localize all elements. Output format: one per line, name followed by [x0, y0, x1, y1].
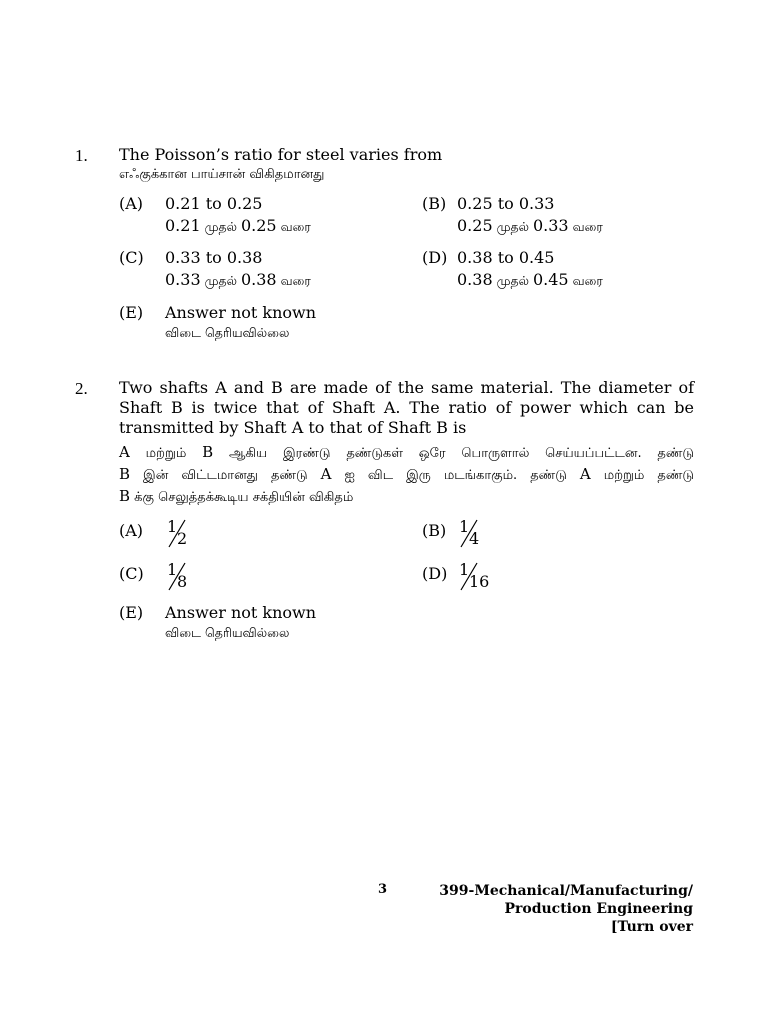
fraction-one-quarter: 1 4 [459, 517, 480, 548]
option-text: Answer not known [165, 303, 317, 322]
question-2-number: 2. [75, 379, 88, 398]
page-number: 3 [378, 882, 388, 897]
option-label: (E) [119, 603, 144, 622]
option-label: (D) [422, 564, 448, 583]
option-text: 0.33 to 0.38 [165, 248, 263, 267]
option-label: (C) [119, 564, 144, 583]
fraction-one-eighth: 1 8 [167, 560, 188, 591]
question-2-option-a[interactable] [119, 517, 379, 551]
option-text: 0.38 to 0.45 [457, 248, 555, 267]
question-1-number: 1. [75, 146, 88, 165]
question-1-text: The Poisson’s ratio for steel varies from [119, 145, 443, 164]
option-label: (A) [119, 521, 144, 540]
option-label: (A) [119, 194, 144, 213]
option-text-tamil: விடை தெரியவில்லை [165, 325, 290, 340]
question-2-option-c[interactable] [119, 560, 379, 594]
option-text-tamil: 0.38 முதல் 0.45 வரை [457, 270, 603, 289]
option-text-tamil: 0.25 முதல் 0.33 வரை [457, 216, 603, 235]
option-text-tamil: 0.33 முதல் 0.38 வரை [165, 270, 311, 289]
turn-over-label: [Turn over [610, 919, 693, 935]
option-label: (C) [119, 248, 144, 267]
fraction-one-sixteenth: 1 16 [459, 560, 490, 591]
option-text-tamil: விடை தெரியவில்லை [165, 625, 290, 640]
option-text-tamil: 0.21 முதல் 0.25 வரை [165, 216, 311, 235]
option-label: (B) [422, 521, 447, 540]
question-1-text-tamil: எஃகுக்கான பாய்சான் விகிதமானது [119, 167, 325, 182]
option-text: 0.25 to 0.33 [457, 194, 555, 213]
option-label: (D) [422, 248, 448, 267]
fraction-one-half: 1 2 [167, 517, 188, 548]
question-2-option-b[interactable] [422, 517, 682, 551]
paper-code [439, 882, 693, 936]
option-label: (E) [119, 303, 144, 322]
option-label: (B) [422, 194, 447, 213]
question-2-text-tamil: A மற்றும் B ஆகிய இரண்டு தண்டுகள் ஒரே பொருளால் செய்யப்பட்டன. தண்டு B இன் விட்டமானது தண்டு A ஐ விட இரு மடங்காகும். தண்டு A மற்றும் தண்டு B க்கு செலுத்தக்கூடிய சக்தியின் விகிதம் [119, 443, 695, 505]
paper-code-line-1: 399-Mechanical/Manufacturing/ [439, 883, 693, 899]
option-text: 0.21 to 0.25 [165, 194, 263, 213]
question-2-text: Two shafts A and B are made of the same material. The diameter of Shaft B is twice that of Shaft A. The ratio of power which can be transmitted by Shaft A to that of Shaft B is [119, 378, 694, 437]
question-2-option-d[interactable] [422, 560, 682, 594]
paper-code-line-2: Production Engineering [504, 901, 693, 917]
option-text: Answer not known [165, 603, 317, 622]
